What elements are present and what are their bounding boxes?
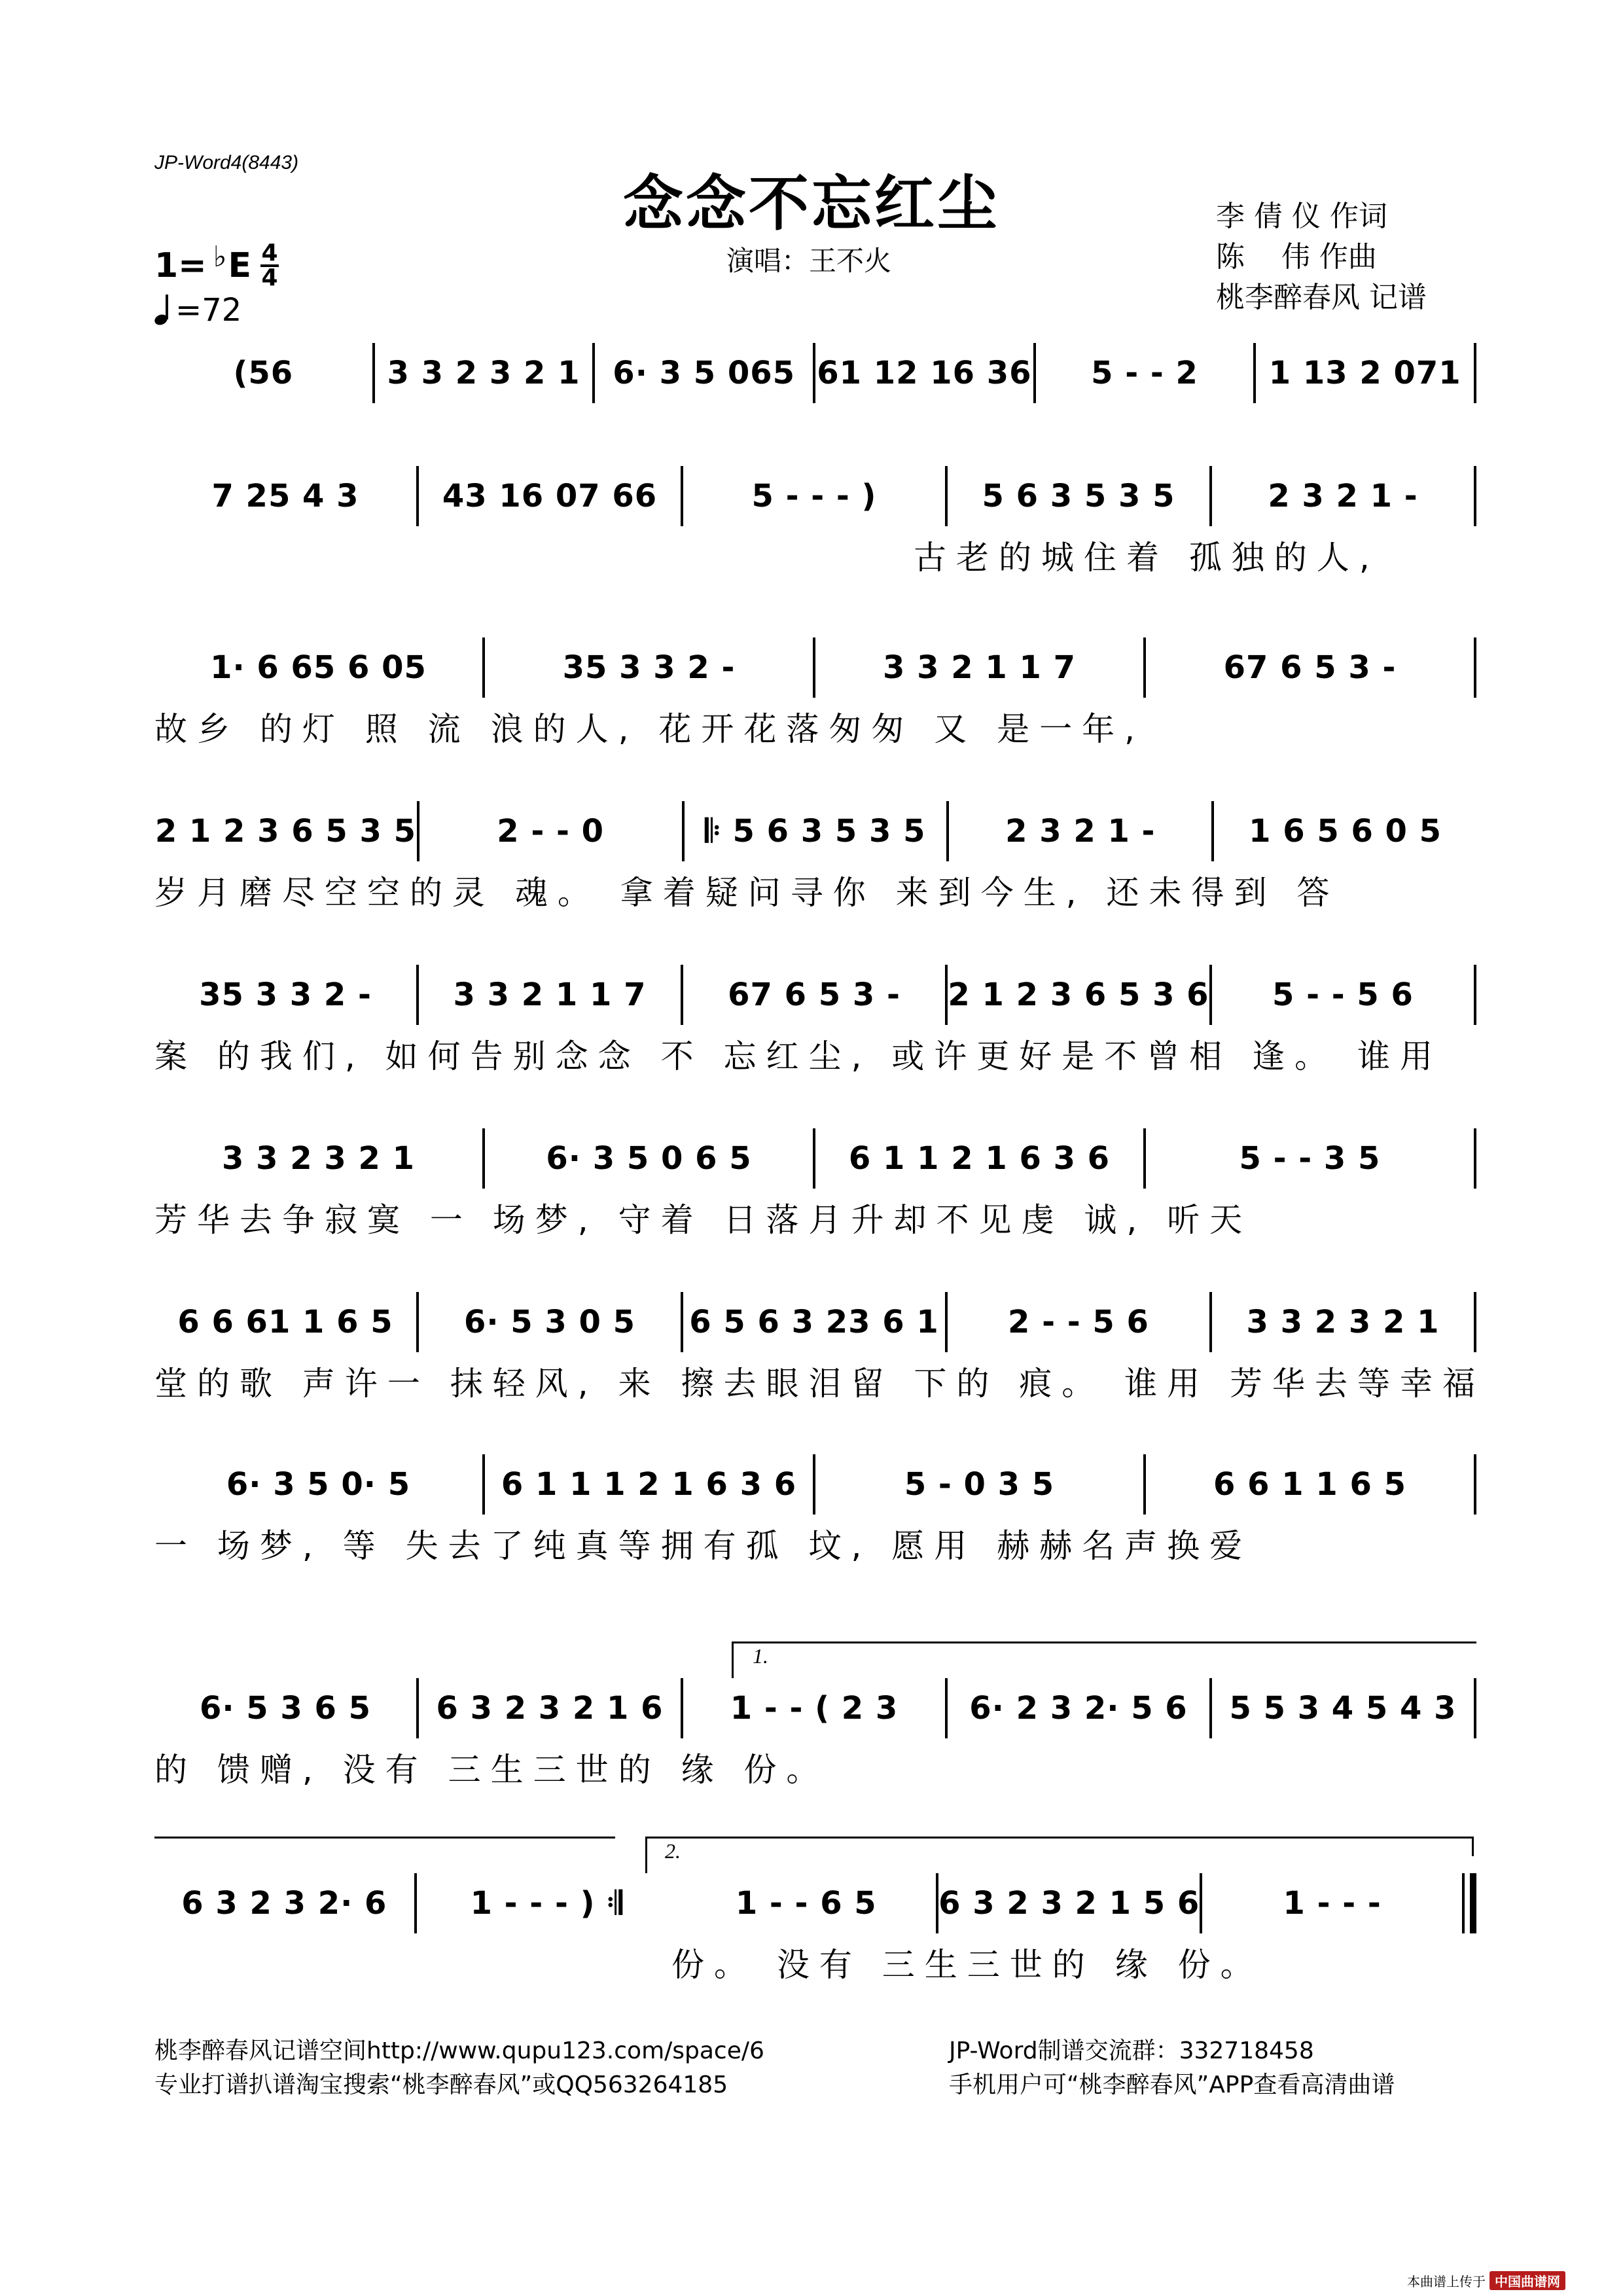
volta-bracket-2 <box>645 1837 1474 1839</box>
measure: 6· 3 5 0 6 5 <box>546 1140 752 1177</box>
staff-line-6 <box>154 1126 1476 1241</box>
page-title: 念念不忘红尘 <box>622 169 1000 239</box>
credits-block <box>1216 196 1427 318</box>
measure: 3 3 2 3 2 1 <box>222 1140 415 1177</box>
final-barline <box>1462 1873 1476 1933</box>
measure: 5 - 0 3 5 <box>904 1466 1055 1503</box>
time-bottom: 4 <box>261 264 278 291</box>
measure: 𝄆 5 6 3 5 3 5 <box>705 812 926 850</box>
barline <box>1474 1454 1476 1515</box>
measure: 6· 2 3 2· 5 6 <box>969 1690 1188 1727</box>
footer-text: 手机用户可“桃李醉春风”APP查看高清曲谱 <box>949 2072 1395 2098</box>
composer-credit: 陈 伟 作曲 <box>1216 240 1377 274</box>
volta-tick <box>732 1641 734 1678</box>
measure: 6 1 1 1 2 1 6 3 6 <box>501 1466 797 1503</box>
staff-line-10 <box>154 1871 1476 1986</box>
measure: 6 3 2 3 2 1 5 6 <box>938 1885 1200 1922</box>
footer-text: JP-Word制谱交流群：332718458 <box>949 2037 1314 2064</box>
key-signature <box>154 242 279 289</box>
measure: 1 - - ( 2 3 <box>730 1690 899 1727</box>
measure: 3 3 2 3 2 1 <box>1246 1304 1440 1340</box>
measure: 61 12 16 36 <box>817 355 1032 391</box>
measure: 6 5 6 3 23 6 1 <box>689 1304 939 1340</box>
measure: 6 3 2 3 2· 6 <box>181 1885 387 1922</box>
barline <box>1474 1128 1476 1189</box>
footer-link[interactable]: 桃李醉春风记谱空间http://www.qupu123.com/space/6 <box>154 2037 764 2064</box>
footer-left <box>154 2034 764 2102</box>
tempo-value: =72 <box>175 292 242 329</box>
barline <box>1474 1292 1476 1352</box>
measure: 1 - - - ) 𝄇 <box>470 1884 623 1922</box>
measure: 43 16 07 66 <box>442 478 658 514</box>
measure: 1 - - 6 5 <box>735 1885 877 1922</box>
barline <box>1474 466 1476 526</box>
time-top: 4 <box>261 240 278 266</box>
measure: 1· 6 65 6 05 <box>210 649 427 686</box>
staff-line-2 <box>154 463 1476 579</box>
measure: 1 6 5 6 0 5 <box>1249 813 1442 850</box>
measure: 3 3 2 1 1 7 <box>883 649 1076 686</box>
lyrics-line: 一 场梦, 等 失去了纯真等拥有孤 坟, 愿用 赫赫名声换爱 <box>154 1527 1253 1565</box>
measure: 6· 3 5 065 <box>613 355 796 391</box>
lyrics-line: 古老的城住着 孤独的人, <box>914 539 1380 577</box>
measure: 5 5 3 4 5 4 3 <box>1229 1690 1457 1727</box>
staff-line-4 <box>154 798 1476 914</box>
quarter-note-icon <box>154 295 171 326</box>
volta-tick <box>1472 1837 1474 1856</box>
measure: 67 6 5 3 - <box>1223 649 1397 686</box>
staff-line-1 <box>154 340 1476 406</box>
measure: 6 3 2 3 2 1 6 <box>436 1690 664 1727</box>
staff-line-8 <box>154 1452 1476 1567</box>
software-label: JP-Word4(8443) <box>154 152 299 173</box>
key-letter: E <box>228 246 252 285</box>
barline <box>1474 965 1476 1025</box>
measure: 3 3 2 3 2 1 <box>387 355 580 391</box>
barline <box>1474 343 1476 403</box>
staff-line-7 <box>154 1289 1486 1405</box>
upload-note <box>1407 2271 1565 2290</box>
measure: 6· 3 5 0· 5 <box>226 1466 411 1503</box>
lyricist-credit: 李 倩 仪 作词 <box>1216 200 1387 233</box>
measure: 2 - - 0 <box>497 813 605 850</box>
volta-bracket-1 <box>732 1641 1476 1643</box>
measure: 6· 5 3 6 5 <box>199 1690 372 1727</box>
lyrics-line: 案 的我们, 如何告别念念 不 忘红尘, 或许更好是不曾相 逢。 谁用 <box>154 1037 1443 1075</box>
measure: 5 - - 2 <box>1091 355 1198 391</box>
measure: (56 <box>233 355 294 391</box>
volta-continuation <box>154 1837 615 1839</box>
flat-icon: ♭ <box>213 240 227 274</box>
lyrics-line: 故乡 的灯 照 流 浪的人, 花开花落匆匆 又 是一年, <box>154 710 1145 748</box>
footer-right <box>949 2034 1395 2102</box>
measure: 35 3 3 2 - <box>562 649 736 686</box>
measure: 2 3 2 1 - <box>1268 478 1418 514</box>
barline <box>1474 1678 1476 1738</box>
measure: 6· 5 3 0 5 <box>463 1304 636 1340</box>
measure: 1 13 2 071 <box>1268 355 1461 391</box>
measure: 2 - - 5 6 <box>1008 1304 1149 1340</box>
measure: 2 1 2 3 6 5 3 6 <box>948 977 1209 1013</box>
time-signature <box>260 242 279 289</box>
barline <box>1474 637 1476 698</box>
volta-tick <box>645 1837 647 1873</box>
singer-credit: 演唱：王不火 <box>726 245 892 277</box>
transcriber-credit: 桃李醉春风 记谱 <box>1216 281 1427 314</box>
measure: 2 3 2 1 - <box>1005 813 1156 850</box>
measure: 5 - - 5 6 <box>1272 977 1414 1013</box>
lyrics-line: 岁月磨尽空空的灵 魂。 拿着疑问寻你 来到今生, 还未得到 答 <box>154 874 1340 912</box>
measure: 7 25 4 3 <box>211 478 359 514</box>
measure: 2 1 2 3 6 5 3 5 <box>154 813 416 850</box>
lyrics-line: 芳华去争寂寞 一 场梦, 守着 日落月升却不见虔 诚, 听天 <box>154 1201 1253 1239</box>
upload-text: 本曲谱上传于 <box>1407 2274 1486 2289</box>
lyrics-line: 堂的歌 声许一 抹轻风, 来 擦去眼泪留 下的 痕。 谁用 芳华去等幸福 <box>154 1365 1486 1403</box>
measure: 5 - - 3 5 <box>1239 1140 1381 1177</box>
measure: 5 - - - ) <box>751 478 877 514</box>
lyrics-line: 份。 没有 三生三世的 缘 份。 <box>671 1946 1263 1984</box>
staff-line-9 <box>154 1676 1476 1791</box>
measure: 35 3 3 2 - <box>199 977 372 1013</box>
measure: 1 - - - <box>1283 1885 1382 1922</box>
lyrics-line: 的 馈赠, 没有 三生三世的 缘 份。 <box>154 1751 829 1789</box>
site-logo: 中国曲谱网 <box>1489 2271 1565 2290</box>
measure: 6 6 1 1 6 5 <box>1213 1466 1406 1503</box>
volta-label-2: 2. <box>665 1839 681 1863</box>
staff-line-3 <box>154 635 1476 750</box>
measure: 6 6 61 1 6 5 <box>177 1304 393 1340</box>
key-prefix: 1= <box>154 246 207 285</box>
staff-line-5 <box>154 962 1476 1077</box>
volta-label-1: 1. <box>753 1644 768 1668</box>
footer-text: 专业打谱扒谱淘宝搜索“桃李醉春风”或QQ563264185 <box>154 2072 728 2098</box>
measure: 67 6 5 3 - <box>728 977 901 1013</box>
measure: 3 3 2 1 1 7 <box>453 977 647 1013</box>
measure: 6 1 1 2 1 6 3 6 <box>848 1140 1111 1177</box>
measure: 5 6 3 5 3 5 <box>982 478 1175 514</box>
tempo-marking <box>154 292 241 329</box>
